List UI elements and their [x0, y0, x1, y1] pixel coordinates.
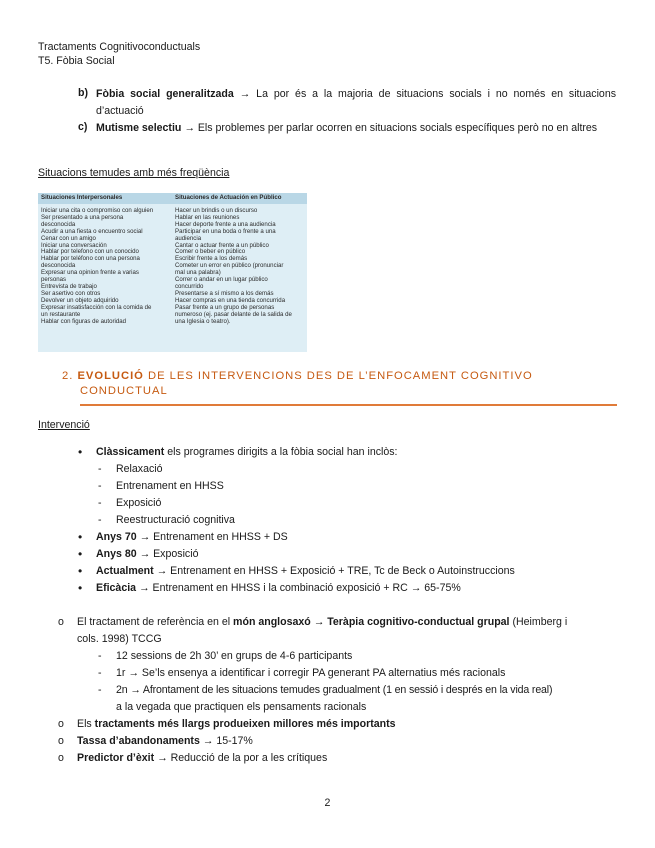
table-cell: Hacer deporte frente a una audiencia — [175, 220, 276, 228]
reference-region: món anglosaxó — [233, 616, 311, 628]
dash-icon: - — [98, 463, 102, 475]
table-header-public: Situaciones de Actuación en Público — [175, 194, 282, 201]
circle-bullet-icon: o — [58, 735, 64, 747]
other-label: Tassa d’abandonaments — [77, 735, 200, 747]
subtype-c-title: Mutisme selectiu — [96, 122, 182, 134]
table-cell: Iniciar una cita o compromiso con alguien — [41, 207, 154, 214]
reference-item: 12 sessions de 2h 30’ en grups de 4-6 participants — [116, 650, 353, 662]
reference-item-cont: a la vegada que practiquen els pensaments racionals — [116, 701, 367, 713]
table-cell: Escribir frente a los demás — [175, 255, 248, 263]
reference-citation: (Heimberg i — [509, 616, 568, 628]
section-heading — [62, 368, 617, 384]
table-cell: Presentarse a sí mismo a los demás — [175, 289, 274, 297]
arrow: → — [310, 616, 328, 628]
section-heading-line2: CONDUCTUAL — [80, 385, 168, 397]
table-cell: Hablar en las reuniones — [175, 213, 240, 221]
table-cell: Comer o beber en público — [175, 248, 246, 256]
era-text: → Entrenament en HHSS + Exposició + TRE, Tc de Beck o Autoinstruccions — [153, 565, 515, 577]
subtype-c-text — [96, 120, 616, 137]
era-text: → Entrenament en HHSS + DS — [136, 531, 288, 543]
reference-citation-cont: cols. 1998) TCCG — [77, 633, 162, 645]
bullet-icon: • — [78, 564, 83, 578]
subtype-b-description: La por és a la majoria de situacions socials i no només en situacions d’actuació — [96, 88, 617, 117]
classic-text: els programes dirigits a la fòbia social han inclòs: — [164, 446, 398, 458]
circle-bullet-icon: o — [58, 752, 64, 764]
classic-item: Relaxació — [116, 463, 163, 475]
reference-item: 2n → Afrontament de les situacions temudes gradualment (1 en sessió i després en la vida real) — [116, 684, 553, 696]
table-cell: Devolver un objeto adquirido — [41, 296, 119, 304]
section-heading-keyword: EVOLUCIÓ — [77, 370, 144, 382]
classic-label: Clàssicament — [96, 446, 165, 458]
subtype-c-description: Els problemes per parlar ocorren en situacions socials específiques però no en altres — [197, 122, 598, 134]
table-cell: desconocida — [41, 262, 76, 270]
dash-icon: - — [98, 480, 102, 492]
classic-item: Exposició — [116, 497, 162, 509]
era-text: → Entrenament en HHSS i la combinació exposició + RC → 65-75% — [136, 582, 461, 594]
circle-bullet-icon: o — [58, 718, 64, 730]
reference-therapy: Teràpia cognitivo-conductual grupal — [327, 616, 510, 628]
table-cell: Expresar insatisfacción con la comida de — [41, 303, 152, 311]
table-cell: Correr o andar en un lugar público — [175, 276, 268, 284]
classic-item: Entrenament en HHSS — [116, 480, 224, 492]
other-pre: Els — [77, 718, 95, 730]
other-label: tractaments més llargs produeixen millores més importants — [94, 718, 396, 730]
other-text: → Reducció de la por a les crítiques — [154, 752, 328, 764]
section-underline — [80, 404, 617, 406]
era-label: Eficàcia — [96, 582, 137, 594]
other-text: → 15-17% — [199, 735, 253, 747]
table-header-interpersonal: Situaciones Interpersonales — [41, 194, 123, 201]
section-heading-line1: DE LES INTERVENCIONS DES DE L’ENFOCAMENT COGNITIVO — [143, 370, 533, 382]
page-number: 2 — [324, 797, 331, 809]
dash-icon: - — [98, 650, 102, 662]
table-cell: Iniciar una conversación — [41, 241, 107, 249]
table-cell: Acudir a una fiesta o encuentro social — [41, 227, 143, 235]
arrow: → — [181, 122, 198, 134]
era-text: → Exposició — [136, 548, 199, 560]
table-cell: Ser presentado a una persona — [41, 213, 124, 221]
table-cell: Participar en una boda o frente a una — [175, 227, 276, 235]
arrow: → — [233, 88, 257, 100]
dash-icon: - — [98, 497, 102, 509]
subtype-c-label: c) — [78, 121, 88, 133]
table-cell: un restaurante — [41, 310, 81, 318]
subtype-c — [78, 120, 616, 137]
table-cell: Hablar por teléfono con una persona — [41, 255, 140, 263]
table-header — [38, 193, 307, 204]
intervencio-title: Intervenció — [38, 419, 90, 431]
circle-bullet-icon: o — [58, 616, 64, 628]
table-cell: Hacer un brindis o un discurso — [175, 207, 258, 214]
table-column-public — [175, 208, 292, 325]
era-label: Anys 70 — [96, 531, 137, 543]
bullet-icon: • — [78, 445, 83, 459]
subtype-b — [78, 86, 616, 120]
table-cell: Cometer un error en público (pronunciar — [175, 262, 284, 270]
bullet-icon: • — [78, 530, 83, 544]
reference-text-pre: El tractament de referència en el — [77, 616, 234, 628]
table-cell: Cantar o actuar frente a un público — [175, 241, 269, 249]
table-cell: personas — [41, 276, 67, 284]
header-topic-title: T5. Fòbia Social — [38, 55, 115, 67]
subtype-b-title: Fòbia social generalitzada — [96, 88, 234, 100]
table-cell: Pasar frente a un grupo de personas — [175, 303, 275, 311]
header-course-title: Tractaments Cognitivoconductuals — [38, 41, 201, 53]
dash-icon: - — [98, 684, 102, 696]
table-cell: Ser asertivo con otros — [41, 289, 101, 297]
table-cell: desconocida — [41, 220, 76, 228]
table-cell: Hablar por telefono con un conocido — [41, 248, 139, 256]
bullet-icon: • — [78, 581, 83, 595]
table-cell: audiencia — [175, 234, 202, 242]
dash-icon: - — [98, 514, 102, 526]
classic-item: Reestructuració cognitiva — [116, 514, 235, 526]
table-cell: mal una palabra) — [175, 269, 221, 277]
table-cell: numeroso (ej. pasar delante de la salida de — [175, 310, 292, 318]
situations-table — [38, 193, 307, 352]
table-cell: Expresar una opinion frente a varias — [41, 269, 139, 277]
document-header — [38, 40, 200, 68]
table-cell: Hacer compras en una tienda concurrida — [175, 296, 286, 304]
subtype-b-text — [96, 86, 616, 120]
section-number: 2. — [62, 370, 74, 382]
table-cell: Cenar con un amigo — [41, 234, 96, 242]
bullet-icon: • — [78, 547, 83, 561]
table-cell: una Iglesia o teatro). — [175, 317, 231, 325]
table-column-interpersonal — [41, 208, 153, 325]
other-label: Predictor d’èxit — [77, 752, 155, 764]
situations-title: Situacions temudes amb més freqüència — [38, 167, 230, 179]
era-label: Anys 80 — [96, 548, 137, 560]
dash-icon: - — [98, 667, 102, 679]
table-cell: concurrido — [175, 282, 204, 290]
table-cell: Entrevista de trabajo — [41, 282, 97, 290]
subtype-b-label: b) — [78, 87, 88, 99]
table-cell: Hablar con figuras de autoridad — [41, 317, 127, 325]
reference-item: 1r → Se’ls ensenya a identificar i corregir PA generant PA alternatius més racionals — [116, 667, 506, 679]
era-label: Actualment — [96, 565, 154, 577]
